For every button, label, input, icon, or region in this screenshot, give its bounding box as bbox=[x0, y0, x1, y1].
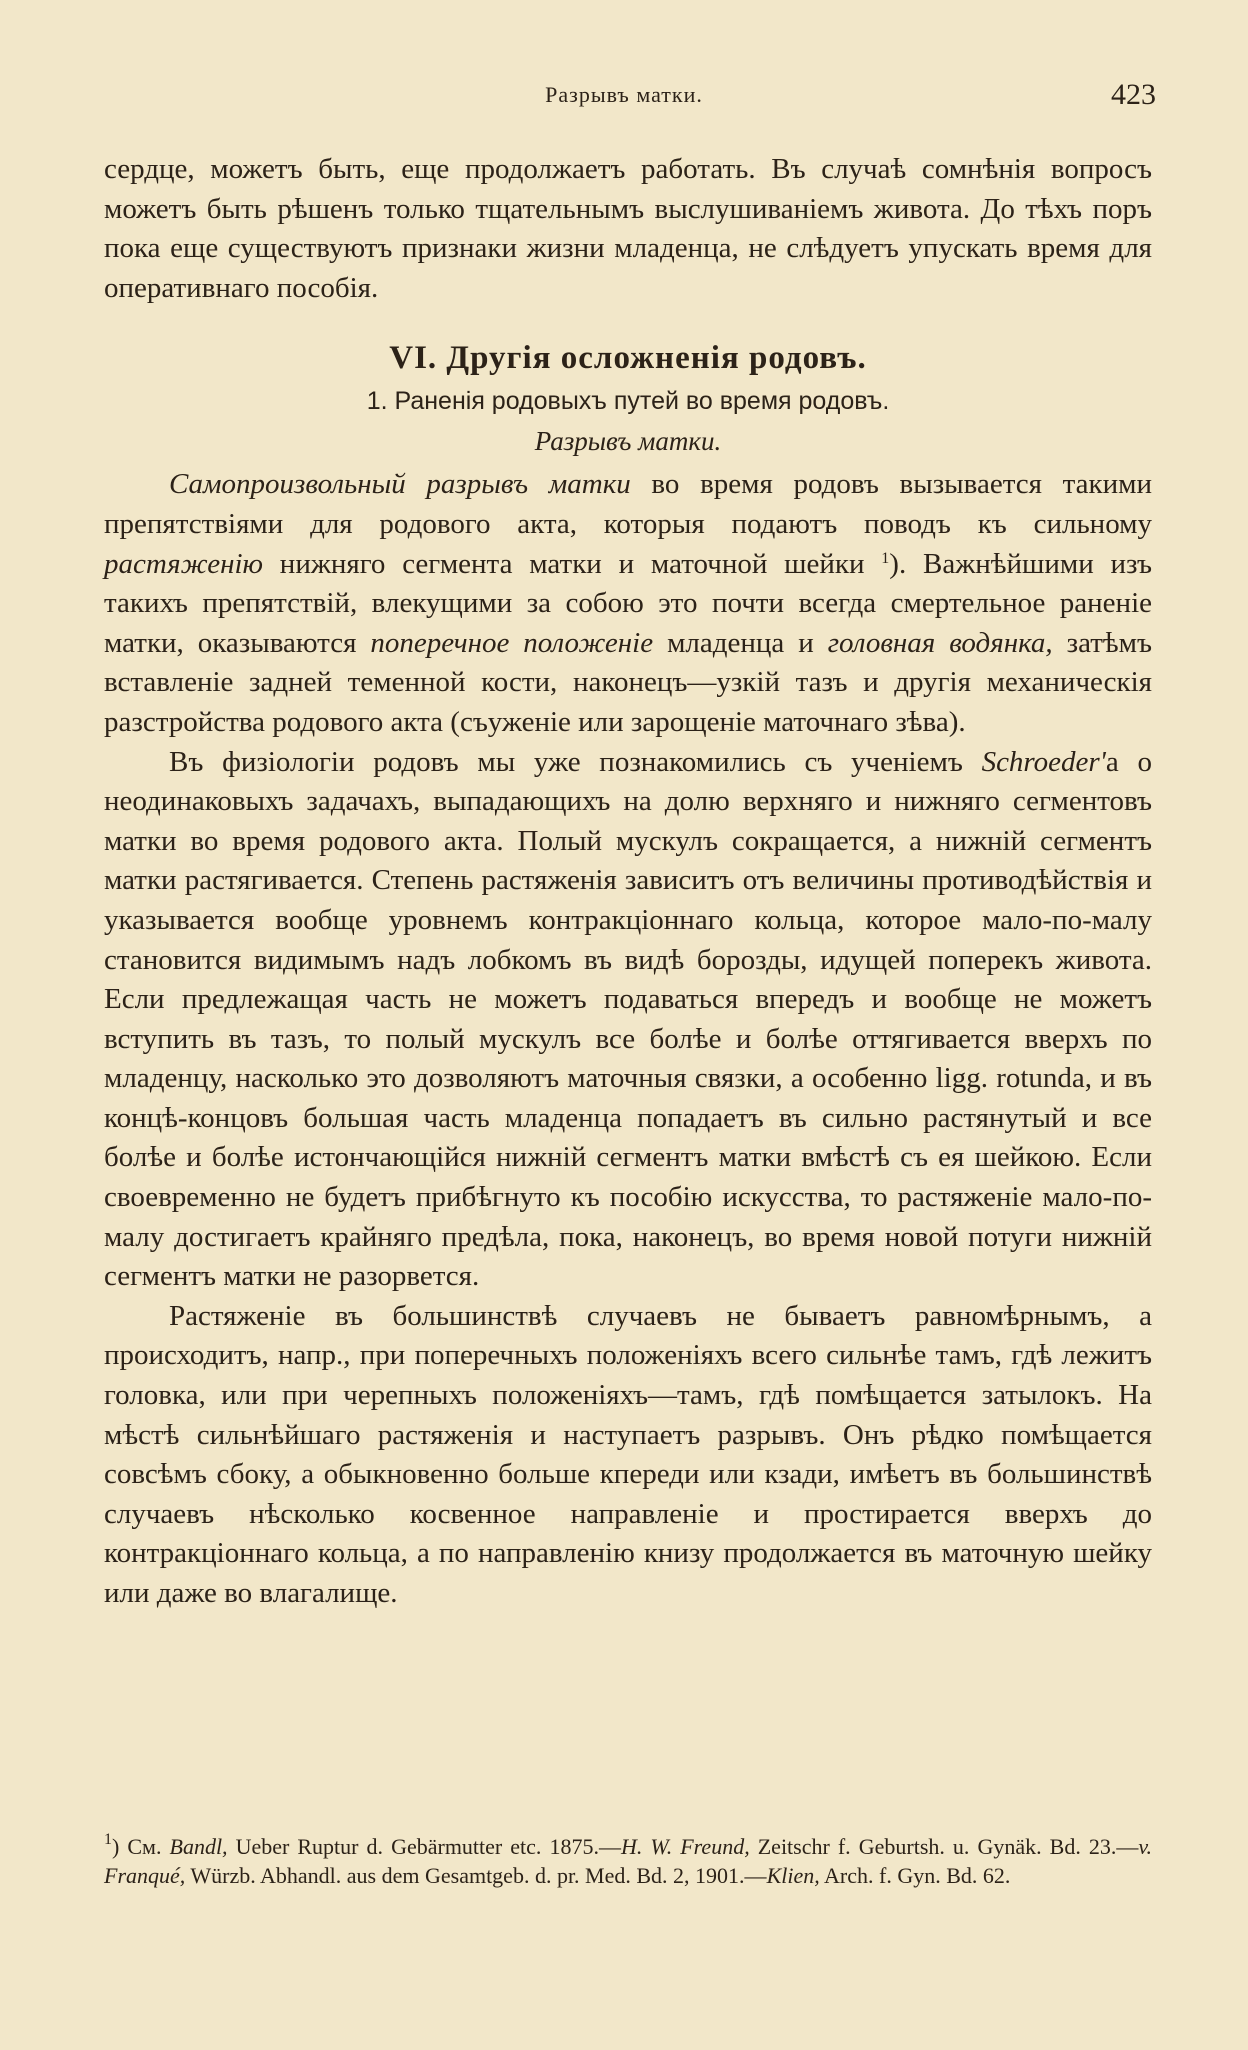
author-name: Klien, bbox=[766, 1863, 820, 1888]
text-span: во время родовъ вызывается такими препятствіями для родового акта, которыя подаютъ поводъ къ сильному bbox=[104, 468, 1152, 540]
text-span: Würzb. Abhandl. aus dem Gesamtgeb. d. pr. Med. Bd. 2, 1901.— bbox=[185, 1863, 767, 1888]
intro-paragraph: сердце, можетъ быть, еще продолжаетъ работать. Въ случаѣ сомнѣнія вопросъ можетъ быть рѣшенъ только тщательнымъ выслушиваніемъ живота. До тѣхъ поръ пока еще существуютъ признаки жизни младенца, не слѣдуетъ упускать время для оперативнаго пособія. bbox=[104, 153, 1152, 304]
running-head bbox=[0, 78, 1248, 118]
footnote-mark: 1 bbox=[104, 1831, 112, 1848]
paragraph-stretching: Растяженіе въ большинствѣ случаевъ не бываетъ равномѣрнымъ, а происходитъ, напр., при поперечныхъ положеніяхъ всего сильнѣе тамъ, гдѣ лежитъ головка, или при черепныхъ положеніяхъ—тамъ, гдѣ помѣщается затылокъ. На мѣстѣ сильнѣйшаго растяженія и наступаетъ разрывъ. Онъ рѣдко помѣщается совсѣмъ сбоку, а обыкновенно больше кпереди или кзади, имѣетъ въ большинствѣ случаевъ нѣсколько косвенное направленіе и простирается вверхъ до контракціоннаго кольца, а по направленію книзу продолжается въ маточную шейку или даже во влагалище. bbox=[104, 1299, 1152, 1609]
text-span: Ueber Ruptur d. Gebärmutter etc. 1875.— bbox=[227, 1834, 621, 1859]
chapter-title: VI. Другія осложненія родовъ. bbox=[389, 340, 867, 377]
text-span: Arch. f. Gyn. Bd. 62. bbox=[819, 1863, 1011, 1888]
text-span: ) См. bbox=[112, 1834, 170, 1859]
author-name: Bandl, bbox=[169, 1834, 228, 1859]
page-number: 423 bbox=[1111, 78, 1156, 111]
footnote-reference: 1 bbox=[881, 549, 890, 567]
text-span: Въ физіологіи родовъ мы уже познакомились съ ученіемъ bbox=[169, 745, 982, 778]
text-span: нижняго сегмента матки и маточной шейки bbox=[263, 547, 882, 580]
author-name: H. W. Freund, bbox=[620, 1834, 750, 1859]
text-span: ). Важнѣйшими изъ такихъ препятствій, влекущими за собою это почти всегда смертельное раненіе матки, оказываются bbox=[104, 547, 1153, 659]
paragraph-rupture-causes bbox=[104, 465, 1152, 742]
emphasis-name: Schroeder' bbox=[981, 745, 1106, 778]
paragraph-physiology bbox=[104, 743, 1152, 1297]
text-span: затѣмъ вставленіе задней теменной кости, наконецъ—узкій тазъ и другія механическія разстройства родового акта (съуженіе или зарощеніе маточнаго зѣва). bbox=[104, 626, 1152, 738]
emphasis-term: Самопроизвольный разрывъ матки bbox=[169, 468, 631, 501]
author-name: v. Franqué, bbox=[104, 1834, 1152, 1888]
text-span: а о неодинаковыхъ задачахъ, выпадающихъ на долю верхняго и нижняго сегментовъ матки во время родового акта. Полый мускулъ сокращается, а нижній сегментъ матки растягивается. Степень растяженія зависитъ отъ величины противодѣйствія и указывается вообще уровнемъ контракціоннаго кольца, которое мало-по-малу становится видимымъ надъ лобкомъ въ видѣ борозды, идущей поперекъ живота. Если предлежащая часть не можетъ подаваться впередъ и вообще не можетъ вступить въ тазъ, то полый мускулъ все болѣе и болѣе оттягивается вверхъ по младенцу, насколько это дозволяютъ маточныя связки, а особенно ligg. rotunda, и въ концѣ-концовъ большая часть младенца попадаетъ въ сильно растянутый и все болѣе и болѣе истончающійся нижній сегментъ матки вмѣстѣ съ ея шейкою. Если своевременно не будетъ прибѣгнуто къ пособію искусства, то растяженіе мало-по-малу достигаетъ крайняго предѣла, пока, наконецъ, во время новой потуги нижній сегментъ матки не разорвется. bbox=[104, 745, 1152, 1293]
footnote bbox=[104, 1832, 1152, 1890]
emphasis-term: поперечное положеніе bbox=[370, 626, 654, 659]
text-span: младенца и bbox=[653, 626, 828, 659]
emphasis-term: растяженію bbox=[104, 547, 264, 580]
subsection-title: Разрывъ матки. bbox=[534, 426, 722, 457]
emphasis-term: головная водянка, bbox=[827, 626, 1053, 659]
section-title: 1. Раненія родовыхъ путей во время родовъ. bbox=[366, 387, 890, 416]
page-body bbox=[104, 150, 1152, 1614]
running-title: Разрывъ матки. bbox=[545, 82, 703, 107]
text-span: Zeitschr f. Geburtsh. u. Gynäk. Bd. 23.— bbox=[749, 1834, 1139, 1859]
